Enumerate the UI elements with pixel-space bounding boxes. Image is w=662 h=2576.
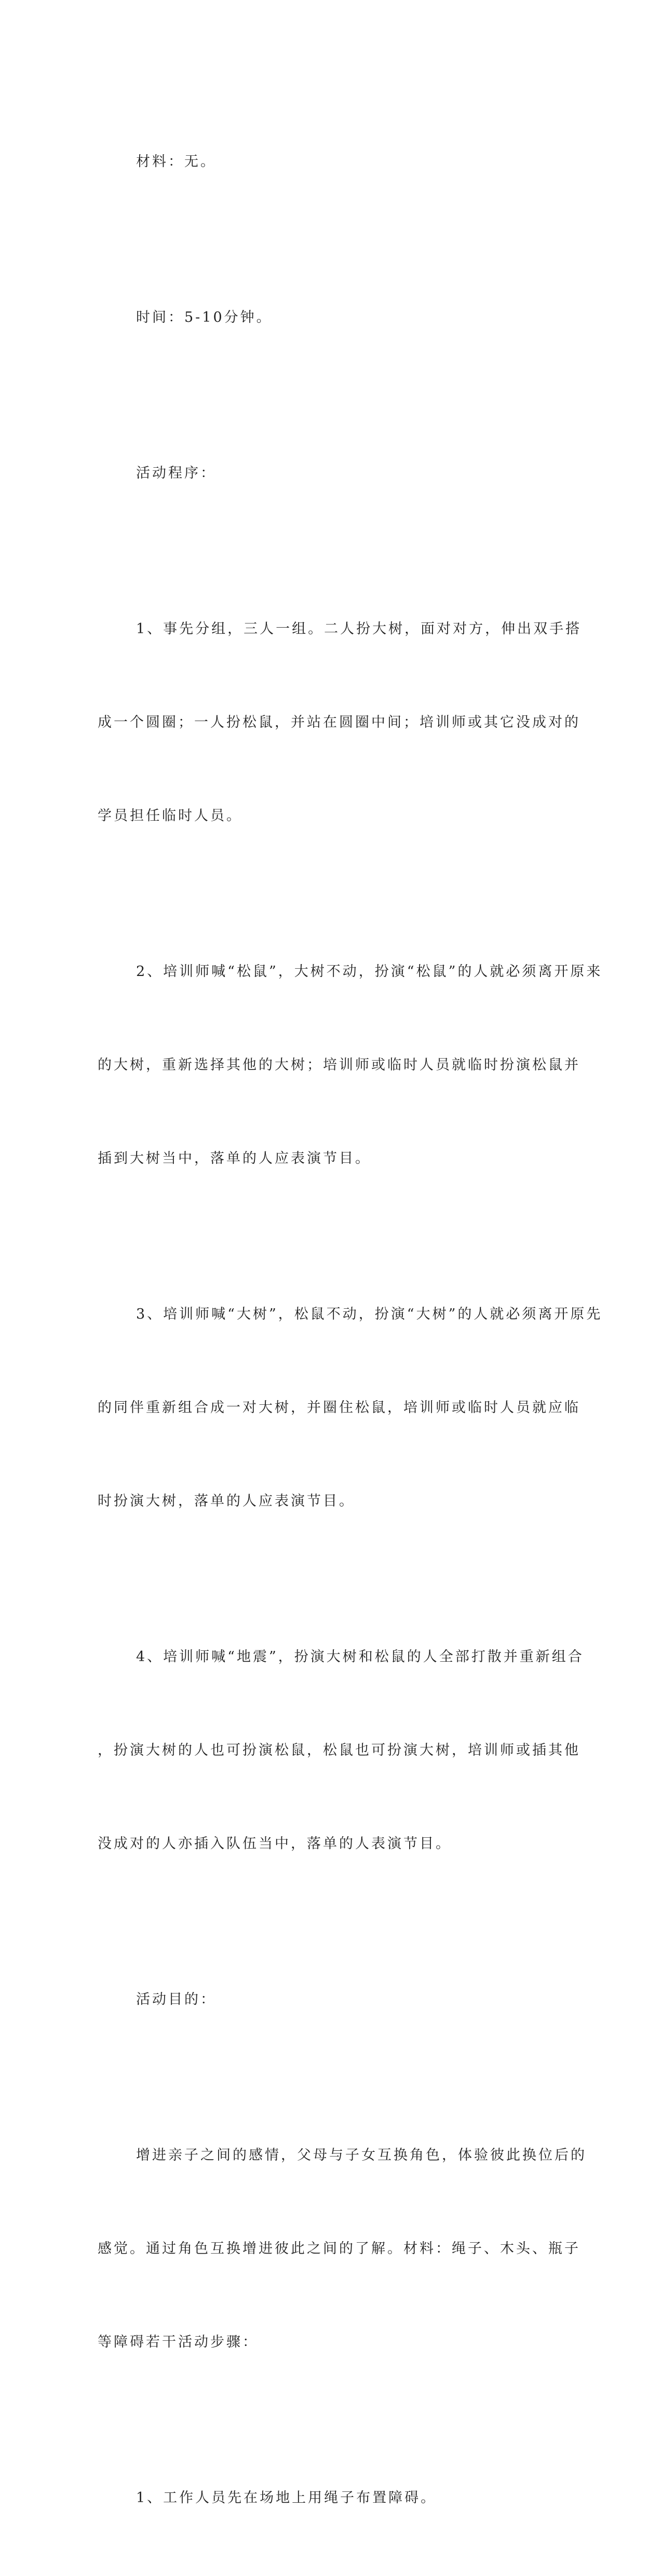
text-line: 4、培训师喊“地震”，扮演大树和松鼠的人全部打散并重新组合: [136, 1649, 584, 1665]
text-line: 的同伴重新组合成一对大树，并圈住松鼠，培训师或临时人员就应临: [98, 1400, 580, 1416]
text-line: 1、工作人员先在场地上用绳子布置障碍。: [136, 2490, 437, 2506]
text-line: 时间：5-10分钟。: [136, 309, 273, 326]
text-line: 插到大树当中，落单的人应表演节目。: [98, 1150, 371, 1167]
text-line: 1、事先分组，三人一组。二人扮大树，面对对方，伸出双手搭: [136, 621, 582, 637]
text-line: 学员担任临时人员。: [98, 808, 242, 824]
text-line: 感觉。通过角色互换增进彼此之间的了解。材料：绳子、木头、瓶子: [98, 2241, 580, 2257]
paragraph-step-1: [98, 551, 582, 894]
paragraph-step-4: [98, 1579, 584, 1922]
text-line: 活动程序：: [136, 465, 217, 481]
text-line: 2、培训师喊“松鼠”，大树不动，扮演“松鼠”的人就必须离开原来: [136, 964, 603, 980]
document-body: [98, 84, 603, 2576]
paragraph-step-3: [98, 1237, 603, 1579]
text-line: 没成对的人亦插入队伍当中，落单的人表演节目。: [98, 1836, 452, 1852]
text-line: 时扮演大树，落单的人应表演节目。: [98, 1493, 355, 1509]
text-line: 的大树，重新选择其他的大树；培训师或临时人员就临时扮演松鼠并: [98, 1057, 580, 1073]
text-line: ，扮演大树的人也可扮演松鼠，松鼠也可扮演大树，培训师或插其他: [98, 1742, 580, 1758]
text-line: 成一个圆圈；一人扮松鼠，并站在圆圈中间；培训师或其它没成对的: [98, 714, 580, 730]
text-line: 3、培训师喊“大树”，松鼠不动，扮演“大树”的人就必须离开原先: [136, 1306, 603, 1322]
paragraph-purpose: [98, 2078, 587, 2420]
paragraph-step-2: [98, 894, 603, 1237]
text-line: 材料：无。: [136, 154, 217, 170]
heading-activity-procedure: [98, 396, 556, 551]
paragraph-step-setup: [98, 2420, 556, 2576]
text-line: 等障碍若干活动步骤：: [98, 2334, 259, 2350]
paragraph-time: [98, 240, 556, 396]
text-line: 活动目的：: [136, 1991, 217, 2008]
text-line: 增进亲子之间的感情，父母与子女互换角色，体验彼此换位后的: [136, 2147, 587, 2163]
paragraph-materials: [98, 84, 556, 240]
heading-activity-purpose: [98, 1922, 556, 2078]
